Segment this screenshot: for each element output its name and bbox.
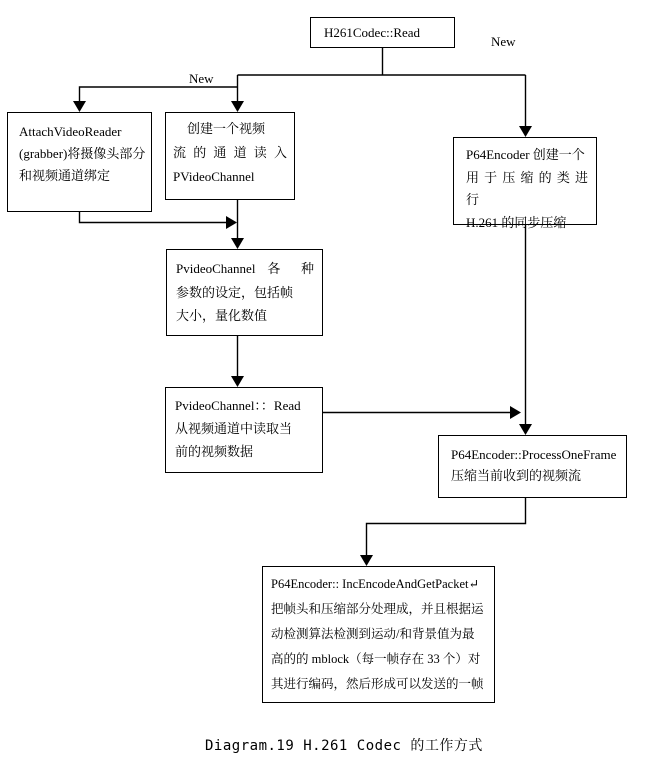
box-text-line: 压缩当前收到的视频流: [451, 468, 582, 483]
box-text-line: 流 的 通 道 读 入: [173, 145, 287, 160]
box-text-line: PvideoChannel：：Read: [175, 398, 301, 413]
box-text-line: AttachVideoReader: [19, 124, 122, 139]
arrowhead-down: [231, 101, 244, 112]
flow-box-channel-read: [165, 387, 323, 473]
box-text-line: 前的视频数据: [175, 444, 254, 459]
connector-attach-to-params: [80, 212, 227, 223]
arrowhead-down: [519, 424, 532, 435]
arrowhead-down: [73, 101, 86, 112]
flow-box-inc-encode-get-packet: [262, 566, 495, 703]
box-text-line: 创建一个视频: [187, 121, 266, 136]
box-text-line: 把帧头和压缩部分处理成，并且根据运: [271, 602, 484, 616]
arrowhead-down: [231, 376, 244, 387]
connector-process-to-encode: [367, 498, 526, 556]
box-text-line: (grabber)将摄像头部分: [19, 146, 146, 161]
edge-label-new-left: New: [189, 71, 214, 86]
box-text-line: 大小，量化数值: [176, 308, 268, 323]
box-text-line: 高的的 mblock（每一帧存在 33 个）对: [271, 652, 481, 666]
flow-box-h261codec-read: [310, 17, 455, 48]
box-text-line: H261Codec::Read: [324, 25, 421, 40]
box-text-line: P64Encoder 创建一个: [466, 147, 585, 162]
arrowhead-down: [360, 555, 373, 566]
box-text-line: 其进行编码，然后形成可以发送的一帧: [271, 677, 484, 691]
connector-left-spur: [80, 87, 238, 102]
flow-box-create-video-channel: [165, 112, 295, 200]
arrowhead-right: [510, 406, 521, 419]
box-text-line: 从视频通道中读取当: [175, 421, 293, 436]
box-text-line: H.261 的同步压缩: [466, 214, 567, 230]
box-text-line: 动检测算法检测到运动/和背景值为最: [271, 627, 475, 641]
flow-box-process-one-frame: [438, 435, 627, 498]
flow-box-p64encoder-create: [453, 137, 597, 230]
flow-box-channel-params: [166, 249, 323, 336]
diagram-caption: Diagram.19 H.261 Codec 的工作方式: [205, 738, 483, 754]
box-text-line: P64Encoder::ProcessOneFrame: [451, 447, 617, 462]
box-text-line: PVideoChannel: [173, 169, 255, 184]
box-text-line: 用 于 压 缩 的 类 进 行: [466, 169, 588, 207]
box-text-line: 参数的设定，包括帧: [176, 284, 294, 300]
arrowhead-down: [519, 126, 532, 137]
box-text-line: PvideoChannel 各 种: [176, 261, 314, 276]
box-text-line: P64Encoder:: IncEncodeAndGetPacket↵: [271, 577, 479, 591]
box-text-line: 和视频通道绑定: [19, 168, 111, 183]
flow-box-attach-video-reader: [7, 112, 152, 212]
edge-label-new-right: New: [491, 34, 516, 49]
arrowhead-right: [226, 216, 237, 229]
arrowhead-down: [231, 238, 244, 249]
